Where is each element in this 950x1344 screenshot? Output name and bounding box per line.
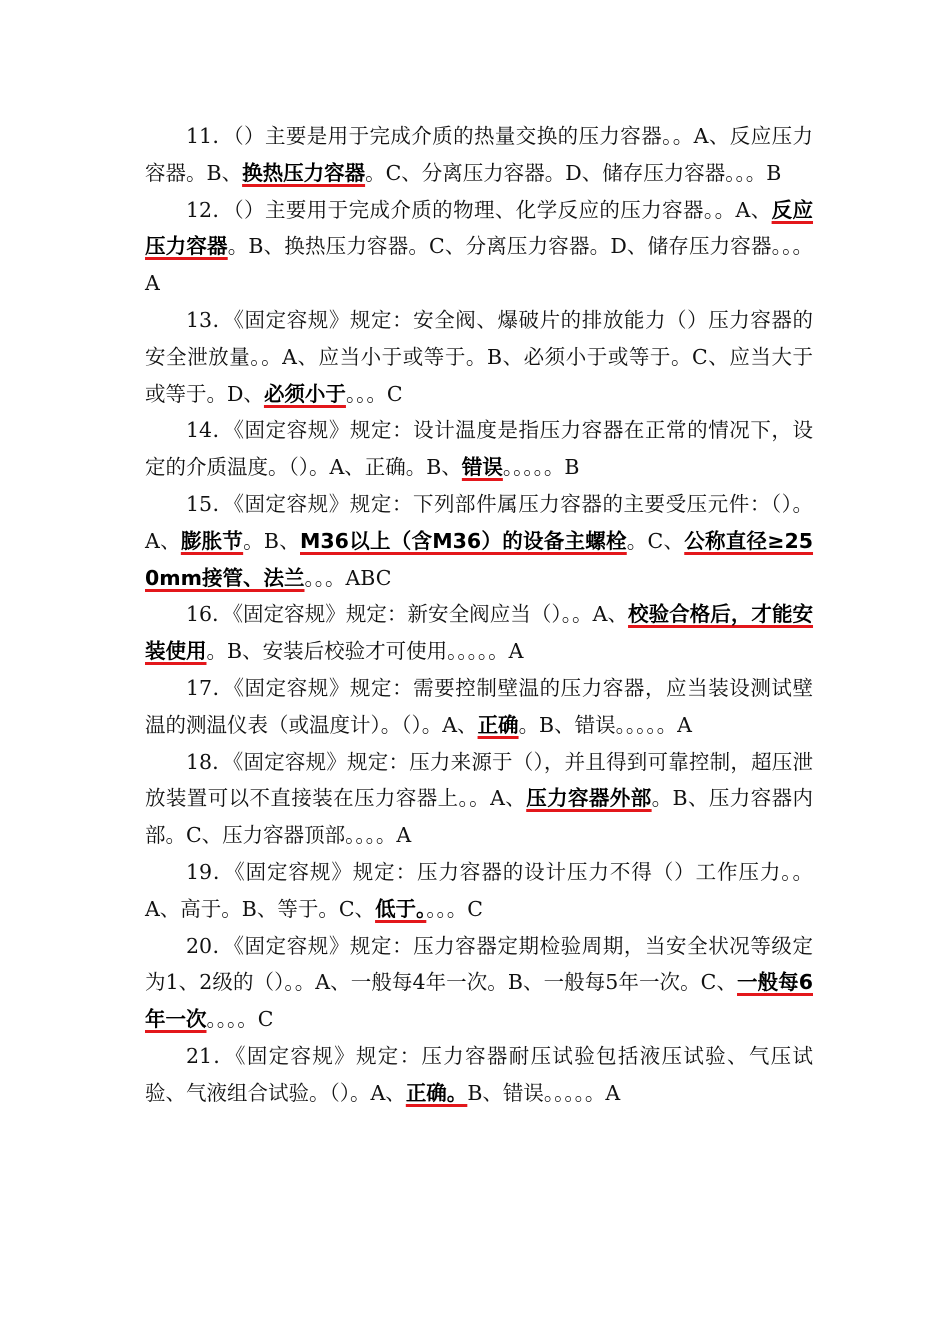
question-item bbox=[145, 302, 813, 412]
question-text: 12．（）主要用于完成介质的物理、化学反应的压力容器。。A、 bbox=[186, 197, 772, 222]
question-item bbox=[145, 744, 813, 854]
question-text: 。C、分离压力容器。D、储存压力容器。。。B bbox=[365, 160, 782, 185]
question-text: 18．《固定容规》规定：压力来源于（），并且得到可靠控制，超压泄放装置可以不直接装在压力容器上。。A、 bbox=[145, 749, 813, 811]
question-text: 。。。C bbox=[426, 896, 483, 921]
question-text: 16．《固定容规》规定：新安全阀应当（）。。A、 bbox=[186, 602, 629, 627]
answer-highlight: 换热压力容器 bbox=[242, 160, 366, 185]
question-text: 。B、 bbox=[243, 528, 300, 553]
question-text: 19．《固定容规》规定：压力容器的设计压力不得（）工作压力。。A、高于。B、等于。C、 bbox=[145, 859, 813, 921]
answer-highlight: 公称直径≥250mm接管、法兰 bbox=[145, 528, 814, 590]
answer-highlight: 一般每6年一次 bbox=[145, 970, 813, 1032]
question-list bbox=[145, 118, 813, 1112]
answer-highlight: 反应压力容器 bbox=[145, 197, 814, 259]
question-text: 。。。。C bbox=[206, 1007, 274, 1032]
question-text: 。。。C bbox=[345, 381, 403, 406]
question-text: 15．《固定容规》规定：下列部件属压力容器的主要受压元件：（）。A、 bbox=[145, 491, 813, 553]
question-item bbox=[145, 412, 813, 486]
question-text: 。。。。。B bbox=[502, 455, 580, 480]
question-text: 。B、换热压力容器。C、分离压力容器。D、储存压力容器。。。A bbox=[145, 234, 814, 296]
question-item bbox=[145, 118, 813, 192]
answer-highlight: 校验合格后，才能安装使用 bbox=[145, 602, 814, 664]
question-item bbox=[145, 854, 813, 928]
question-text: 20．《固定容规》规定：压力容器定期检验周期，当安全状况等级定为1、2级的（）。。A、一般每4年一次。B、一般每5年一次。C、 bbox=[145, 933, 813, 995]
question-item bbox=[145, 670, 813, 744]
question-item bbox=[145, 486, 813, 596]
question-item bbox=[145, 1038, 813, 1112]
question-text: 。C、 bbox=[626, 528, 685, 553]
answer-highlight: 正确 bbox=[477, 712, 519, 737]
question-text: 。B、压力容器内部。C、压力容器顶部。。。。A bbox=[145, 786, 814, 848]
question-text: 17．《固定容规》规定：需要控制壁温的压力容器，应当装设测试壁温的测温仪表（或温度计）。（）。A、 bbox=[145, 675, 813, 737]
answer-highlight: 必须小于 bbox=[263, 381, 346, 406]
question-item bbox=[145, 596, 813, 670]
question-text: 21．《固定容规》规定：压力容器耐压试验包括液压试验、气压试验、气液组合试验。（）。A、 bbox=[145, 1043, 813, 1105]
question-item bbox=[145, 192, 813, 302]
question-text: 。B、错误。。。。。A bbox=[518, 712, 692, 737]
question-text: 13．《固定容规》规定：安全阀、爆破片的排放能力（）压力容器的安全泄放量。。A、应当小于或等于。B、必须小于或等于。C、应当大于或等于。D、 bbox=[145, 307, 813, 406]
question-text: 。B、安装后校验才可使用。。。。。A bbox=[206, 639, 524, 664]
question-text: 11．（）主要是用于完成介质的热量交换的压力容器。。A、反应压力容器。B、 bbox=[145, 124, 813, 185]
question-text: B、错误。。。。。A bbox=[467, 1080, 621, 1105]
answer-highlight: 错误 bbox=[461, 455, 503, 480]
answer-highlight: 正确。 bbox=[405, 1080, 468, 1105]
question-text: 14．《固定容规》规定：设计温度是指压力容器在正常的情况下，设定的介质温度。（）。A、正确。B、 bbox=[145, 418, 813, 480]
question-item bbox=[145, 928, 813, 1038]
answer-highlight: 膨胀节 bbox=[180, 528, 244, 553]
answer-highlight: 压力容器外部 bbox=[526, 786, 652, 811]
question-text: 。。。ABC bbox=[304, 565, 392, 590]
answer-highlight: M36以上（含M36）的设备主螺栓 bbox=[300, 528, 627, 553]
answer-highlight: 低于。 bbox=[375, 896, 427, 921]
